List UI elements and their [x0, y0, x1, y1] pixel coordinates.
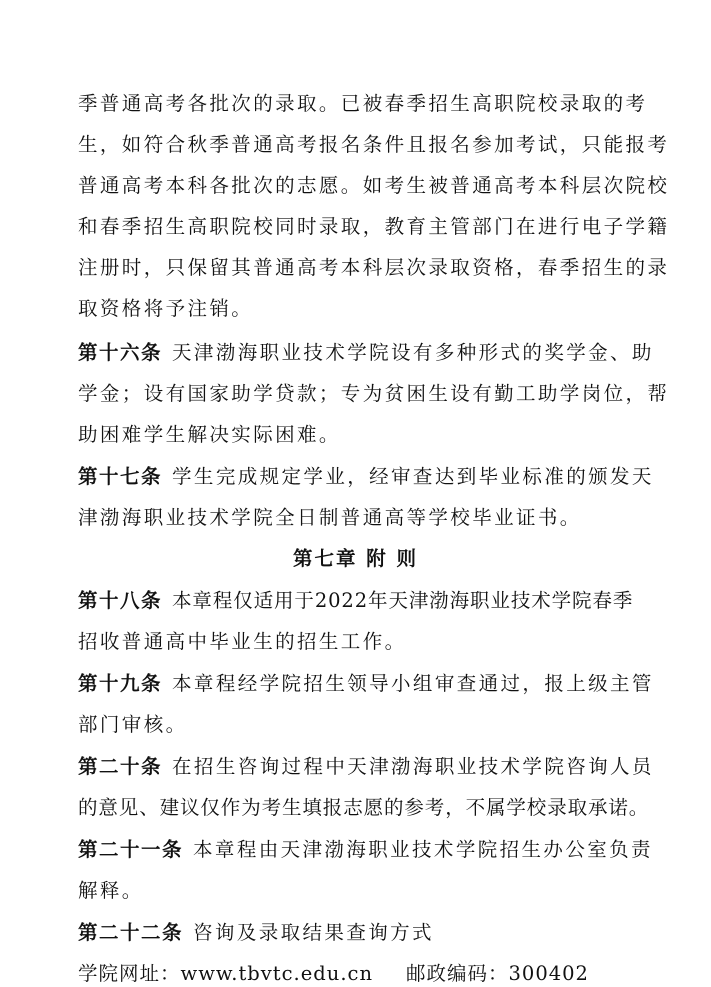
chapter-title: 第七章 附 则 [292, 547, 419, 570]
article-18 [78, 589, 638, 613]
paragraph-line: 普通高考本科各批次的志愿。如考生被普通高考本科层次院校 [78, 174, 670, 197]
article-19 [78, 672, 654, 696]
article-text: 本章程由天津渤海职业技术学院招生办公室负责 [193, 838, 653, 861]
article-label: 第二十二条 [78, 921, 184, 944]
article-line: 学金；设有国家助学贷款；专为贫困生设有勤工助学岗位，帮 [78, 382, 670, 405]
article-label: 第十六条 [78, 341, 163, 364]
article-text: 天津渤海职业技术学院设有多种形式的奖学金、助 [172, 341, 654, 364]
article-line: 解释。 [78, 879, 144, 902]
article-22 [78, 921, 638, 945]
article-label: 第二十一条 [78, 838, 184, 861]
article-text: 在招生咨询过程中天津渤海职业技术学院咨询人员 [172, 755, 654, 778]
article-line: 的意见、建议仅作为考生填报志愿的参考，不属学校录取承诺。 [78, 796, 650, 819]
website-info: 学院网址：www.tbvtc.edu.cn [78, 962, 374, 985]
article-21 [78, 838, 653, 862]
article-label: 第十七条 [78, 465, 163, 488]
article-16 [78, 341, 654, 365]
paragraph-line: 季普通高考各批次的录取。已被春季招生高职院校录取的考 [78, 92, 648, 115]
article-line: 部门审核。 [78, 713, 188, 736]
article-label: 第十八条 [78, 589, 163, 612]
article-line: 津渤海职业技术学院全日制普通高等学校毕业证书。 [78, 506, 582, 529]
article-line: 招收普通高中毕业生的招生工作。 [78, 630, 407, 653]
article-17 [78, 465, 654, 489]
postcode-info: 邮政编码：300402 [406, 962, 589, 985]
article-text: 本章程经学院招生领导小组审查通过，报上级主管 [172, 672, 654, 695]
article-20 [78, 755, 654, 779]
article-text: 本章程仅适用于2022年天津渤海职业技术学院春季 [172, 589, 634, 612]
article-text: 咨询及录取结果查询方式 [193, 921, 434, 944]
article-text: 学生完成规定学业，经审查达到毕业标准的颁发天 [172, 465, 654, 488]
paragraph-line: 取资格将予注销。 [78, 297, 254, 320]
paragraph-line: 生，如符合秋季普通高考报名条件且报名参加考试，只能报考 [78, 133, 670, 156]
article-label: 第二十条 [78, 755, 163, 778]
paragraph-line: 注册时，只保留其普通高考本科层次录取资格，春季招生的录 [78, 256, 670, 279]
article-line: 助困难学生解决实际困难。 [78, 423, 341, 446]
article-label: 第十九条 [78, 672, 163, 695]
paragraph-line: 和春季招生高职院校同时录取，教育主管部门在进行电子学籍 [78, 215, 670, 238]
